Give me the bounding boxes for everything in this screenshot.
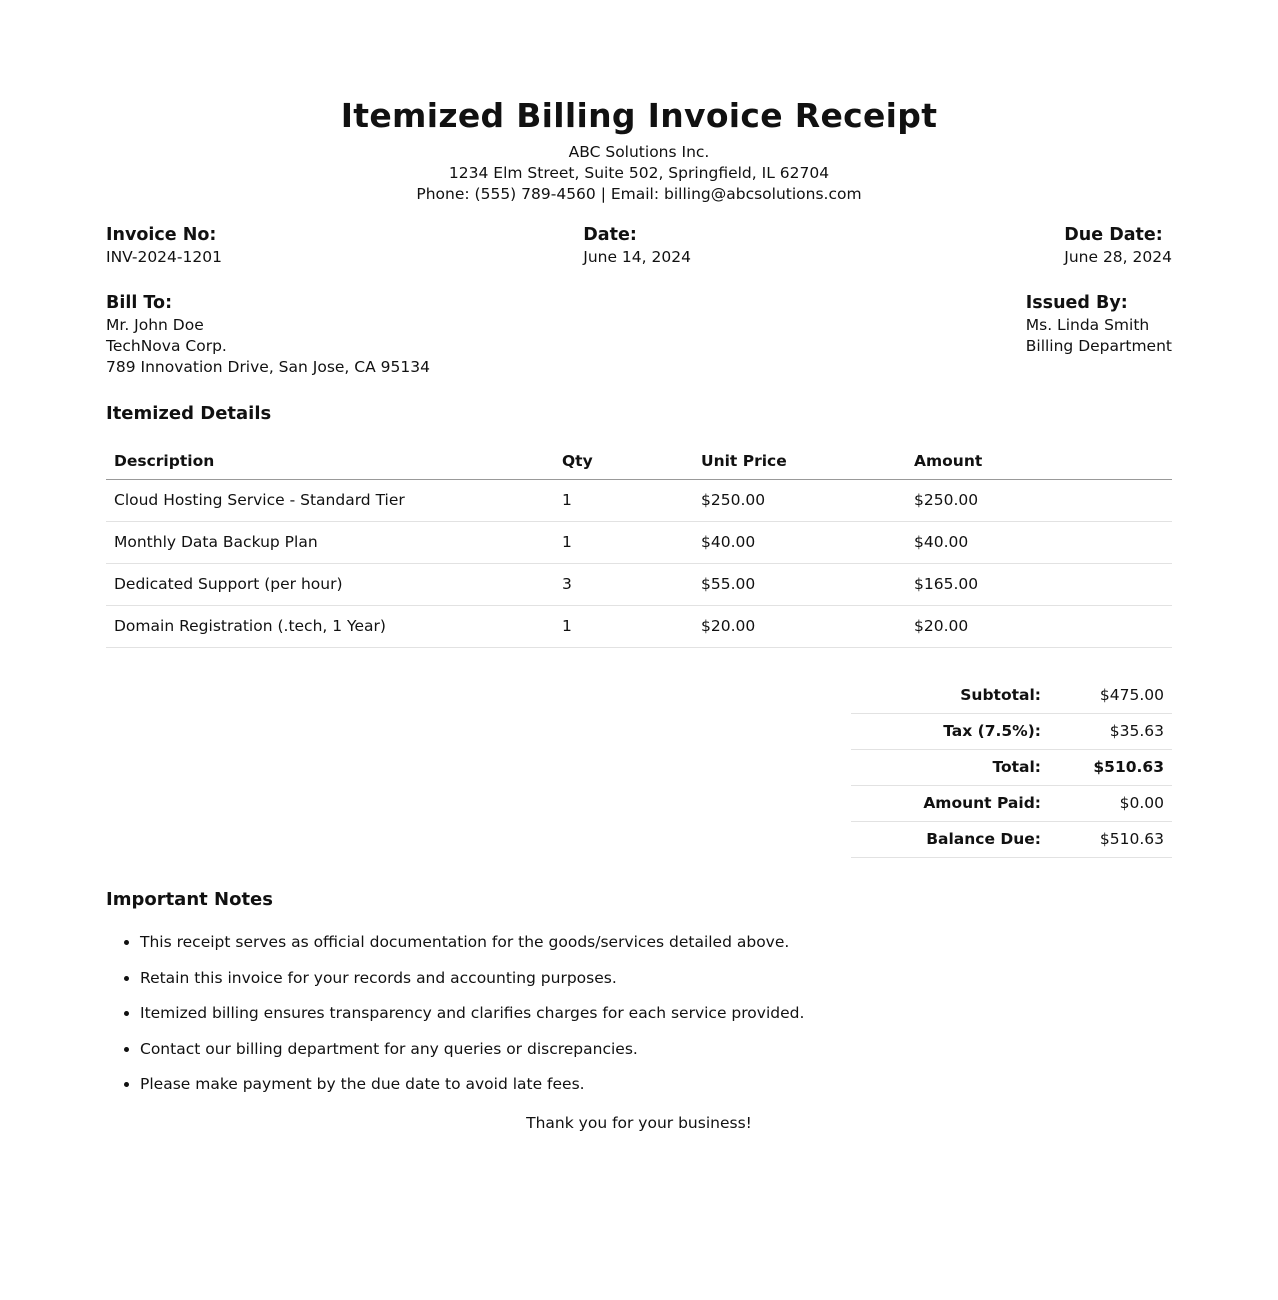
tax-label: Tax (7.5%):: [851, 714, 1049, 750]
company-address: 1234 Elm Street, Suite 502, Springfield, IL 62704: [448, 164, 830, 182]
items-header-row: [106, 444, 1172, 480]
totals-table: [851, 678, 1172, 858]
invoice-date-label: Date:: [583, 225, 637, 245]
list-item: • Itemized billing ensures transparency and clarifies charges for each service provided.: [140, 1003, 1172, 1023]
important-notes-title: Important Notes: [106, 889, 273, 910]
issued-by-block: [1026, 291, 1172, 378]
column-header-amount: Amount: [906, 444, 1172, 480]
tax-row: [851, 714, 1172, 750]
item-description: Dedicated Support (per hour): [106, 564, 554, 606]
list-item: • This receipt serves as official documentation for the goods/services detailed above.: [140, 932, 1172, 952]
item-qty: 1: [554, 606, 693, 648]
total-row: [851, 750, 1172, 786]
due-date-label: Due Date:: [1064, 225, 1163, 245]
invoice-meta: [106, 223, 1172, 267]
item-amount: $40.00: [906, 522, 1172, 564]
notes-list: [106, 932, 1172, 1094]
table-row: [106, 606, 1172, 648]
balance-due-label: Balance Due:: [851, 822, 1049, 858]
item-unit-price: $20.00: [693, 606, 906, 648]
issued-by-name: Ms. Linda Smith: [1025, 316, 1150, 334]
due-date-block: [1064, 223, 1172, 267]
totals-section: [106, 678, 1172, 858]
company-contact: Phone: (555) 789-4560 | Email: billing@abcsolutions.com: [416, 185, 862, 203]
items-table: [106, 444, 1172, 648]
bill-to-address: 789 Innovation Drive, San Jose, CA 95134: [106, 358, 430, 376]
subtotal-value: $475.00: [1049, 678, 1172, 714]
item-unit-price: $40.00: [693, 522, 906, 564]
tax-value: $35.63: [1049, 714, 1172, 750]
column-header-qty: Qty: [554, 444, 693, 480]
balance-due-value: $510.63: [1049, 822, 1172, 858]
item-qty: 1: [554, 522, 693, 564]
page-title: Itemized Billing Invoice Receipt: [340, 96, 938, 135]
amount-paid-label: Amount Paid:: [851, 786, 1049, 822]
item-description: Monthly Data Backup Plan: [106, 522, 554, 564]
item-unit-price: $250.00: [693, 480, 906, 522]
item-amount: $250.00: [906, 480, 1172, 522]
list-item: • Contact our billing department for any queries or discrepancies.: [140, 1039, 1172, 1059]
list-item: • Please make payment by the due date to avoid late fees.: [140, 1074, 1172, 1094]
due-date-value: June 28, 2024: [1064, 248, 1172, 266]
company-info: [106, 142, 1172, 205]
item-description: Domain Registration (.tech, 1 Year): [106, 606, 554, 648]
invoice-page: [106, 0, 1172, 1132]
company-name: ABC Solutions Inc.: [568, 143, 710, 161]
item-qty: 3: [554, 564, 693, 606]
table-row: [106, 564, 1172, 606]
issued-by-department: Billing Department: [1025, 337, 1172, 355]
invoice-number-value: INV-2024-1201: [106, 248, 222, 266]
list-item: • Retain this invoice for your records and accounting purposes.: [140, 968, 1172, 988]
amount-paid-value: $0.00: [1049, 786, 1172, 822]
item-qty: 1: [554, 480, 693, 522]
itemized-details-title: Itemized Details: [106, 403, 272, 424]
thank-you-message: Thank you for your business!: [526, 1114, 752, 1132]
total-value: $510.63: [1049, 750, 1172, 786]
column-header-description: Description: [106, 444, 554, 480]
column-header-unit-price: Unit Price: [693, 444, 906, 480]
item-description: Cloud Hosting Service - Standard Tier: [106, 480, 554, 522]
table-row: [106, 522, 1172, 564]
item-amount: $165.00: [906, 564, 1172, 606]
table-row: [106, 480, 1172, 522]
issued-by-label: Issued By:: [1025, 293, 1128, 313]
bill-to-company: TechNova Corp.: [106, 337, 227, 355]
invoice-number-block: [106, 223, 222, 267]
amount-paid-row: [851, 786, 1172, 822]
balance-due-row: [851, 822, 1172, 858]
total-label: Total:: [851, 750, 1049, 786]
item-unit-price: $55.00: [693, 564, 906, 606]
bill-to-name: Mr. John Doe: [106, 316, 204, 334]
invoice-number-label: Invoice No:: [106, 225, 217, 245]
item-amount: $20.00: [906, 606, 1172, 648]
parties: [106, 291, 1172, 378]
subtotal-label: Subtotal:: [851, 678, 1049, 714]
subtotal-row: [851, 678, 1172, 714]
bill-to-label: Bill To:: [106, 293, 173, 313]
invoice-date-value: June 14, 2024: [583, 248, 691, 266]
invoice-date-block: [583, 223, 691, 267]
bill-to-block: [106, 291, 430, 378]
